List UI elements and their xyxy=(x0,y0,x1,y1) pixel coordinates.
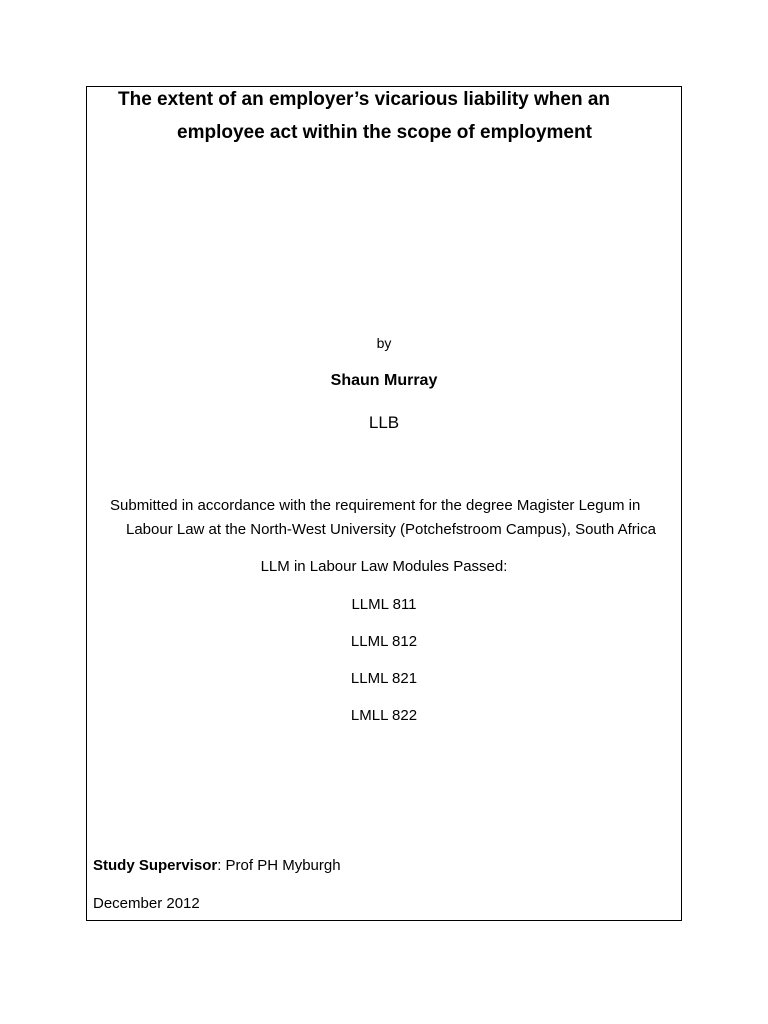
submission-line-1: Submitted in accordance with the requirement for the degree Magister Legum in xyxy=(110,497,641,514)
submission-date: December 2012 xyxy=(93,895,200,912)
supervisor-line xyxy=(93,857,341,874)
modules-heading: LLM in Labour Law Modules Passed: xyxy=(260,558,508,575)
author-degree: LLB xyxy=(368,413,400,432)
supervisor-label: Study Supervisor xyxy=(93,857,218,874)
title-line-2: employee act within the scope of employment xyxy=(177,122,592,143)
module-item: LLML 812 xyxy=(350,633,418,650)
module-item: LLML 821 xyxy=(350,670,418,687)
by-label: by xyxy=(376,335,392,351)
author-name: Shaun Murray xyxy=(330,372,438,389)
module-item: LLML 811 xyxy=(351,596,417,613)
title-line-1: The extent of an employer’s vicarious liability when an xyxy=(118,89,611,110)
module-item: LMLL 822 xyxy=(350,707,418,724)
supervisor-value: : Prof PH Myburgh xyxy=(217,857,341,874)
submission-line-2: Labour Law at the North-West University (Potchefstroom Campus), South Africa xyxy=(126,521,656,538)
